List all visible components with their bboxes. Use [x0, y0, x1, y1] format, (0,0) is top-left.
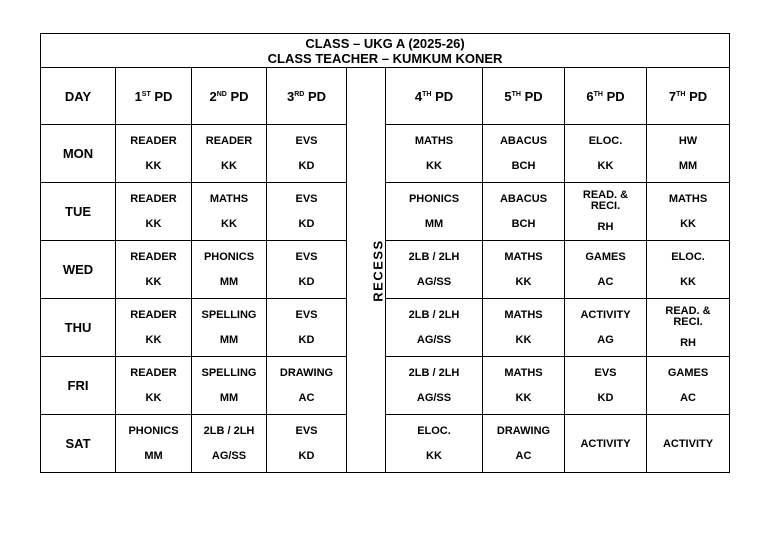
teacher-label: KK	[680, 218, 696, 230]
teacher-label: KK	[680, 276, 696, 288]
subject-label: ACTIVITY	[662, 437, 714, 450]
subject-label: READER	[130, 367, 177, 379]
subject-label: EVS	[295, 135, 318, 147]
teacher-label: RH	[597, 221, 614, 233]
period-cell	[267, 357, 347, 415]
teacher-label: KK	[221, 160, 237, 172]
table-title	[41, 34, 730, 68]
period-cell	[267, 183, 347, 241]
period-header-5: 5TH PD	[483, 68, 565, 125]
teacher-label: KD	[298, 334, 315, 346]
subject-label: READER	[130, 309, 177, 321]
period-header-4: 4TH PD	[386, 68, 483, 125]
subject-label: ACTIVITY	[580, 309, 631, 321]
period-cell	[386, 299, 483, 357]
teacher-label: BCH	[511, 160, 536, 172]
teacher-label: KK	[145, 160, 162, 172]
day-cell: THU	[41, 299, 116, 357]
period-header-3: 3RD PD	[267, 68, 347, 125]
period-cell	[565, 125, 647, 183]
teacher-label: AC	[597, 276, 614, 288]
teacher-label: MM	[678, 160, 698, 172]
period-cell	[267, 299, 347, 357]
period-cell	[386, 183, 483, 241]
period-cell	[565, 357, 647, 415]
teacher-label: KK	[426, 160, 442, 172]
teacher-label: KD	[597, 392, 614, 404]
subject-label: READER	[130, 193, 177, 205]
teacher-label: AG/SS	[211, 450, 247, 462]
teacher-label: AC	[298, 392, 315, 404]
period-cell	[386, 125, 483, 183]
period-cell	[116, 357, 192, 415]
subject-label: ELOC.	[417, 425, 451, 437]
subject-label: SPELLING	[201, 309, 257, 321]
teacher-label: AC	[680, 392, 696, 404]
period-header-2: 2ND PD	[192, 68, 267, 125]
teacher-label: KK	[145, 218, 162, 230]
subject-label: EVS	[295, 193, 318, 205]
period-cell	[483, 125, 565, 183]
day-header: DAY	[41, 68, 116, 125]
teacher-label: KK	[145, 392, 162, 404]
period-cell	[565, 299, 647, 357]
subject-label: GAMES	[585, 251, 626, 263]
subject-label: EVS	[594, 367, 617, 379]
subject-label: SPELLING	[201, 367, 257, 379]
period-cell	[116, 183, 192, 241]
teacher-label: KD	[298, 276, 315, 288]
period-cell	[192, 415, 267, 473]
teacher-label: RH	[680, 337, 696, 349]
teacher-label: AG/SS	[416, 276, 452, 288]
timetable	[40, 33, 730, 473]
period-header-7: 7TH PD	[647, 68, 730, 125]
period-cell	[116, 299, 192, 357]
period-cell	[647, 125, 730, 183]
subject-label: DRAWING	[279, 367, 334, 379]
teacher-label: MM	[144, 450, 163, 462]
subject-label: READ. & RECI.	[665, 305, 711, 328]
subject-label: GAMES	[667, 367, 709, 379]
period-cell	[483, 357, 565, 415]
period-cell	[483, 183, 565, 241]
subject-label: READER	[130, 135, 177, 147]
subject-label: READER	[205, 135, 253, 147]
subject-label: 2LB / 2LH	[408, 309, 460, 321]
teacher-label: AG	[597, 334, 614, 346]
subject-label: READER	[130, 251, 177, 263]
period-cell	[267, 415, 347, 473]
subject-label: MATHS	[668, 193, 708, 205]
subject-label: MATHS	[504, 309, 543, 321]
period-cell	[116, 125, 192, 183]
period-cell	[647, 357, 730, 415]
teacher-label: KD	[298, 160, 315, 172]
recess-label: RECESS	[370, 238, 386, 302]
subject-label: MATHS	[504, 251, 543, 263]
subject-label: MATHS	[414, 135, 454, 147]
subject-label: PHONICS	[408, 193, 460, 205]
teacher-label: BCH	[511, 218, 536, 230]
teacher-label: AC	[515, 450, 532, 462]
teacher-label: MM	[219, 392, 239, 404]
teacher-label: KK	[515, 334, 532, 346]
period-header-1: 1ST PD	[116, 68, 192, 125]
period-cell	[116, 415, 192, 473]
class-teacher-title: CLASS TEACHER – KUMKUM KONER	[267, 50, 503, 66]
period-cell	[483, 299, 565, 357]
subject-label: EVS	[295, 425, 318, 437]
class-title: CLASS – UKG A (2025-26)	[305, 35, 465, 51]
subject-label: HW	[678, 135, 698, 147]
day-cell: WED	[41, 241, 116, 299]
teacher-label: KD	[298, 218, 315, 230]
subject-label: ELOC.	[671, 251, 705, 263]
period-cell	[483, 415, 565, 473]
subject-label: ABACUS	[499, 135, 548, 147]
period-cell	[565, 241, 647, 299]
subject-label: 2LB / 2LH	[408, 251, 460, 263]
period-cell	[386, 357, 483, 415]
teacher-label: KK	[515, 392, 532, 404]
teacher-label: MM	[219, 276, 239, 288]
period-cell	[192, 183, 267, 241]
period-cell	[267, 241, 347, 299]
period-header-6: 6TH PD	[565, 68, 647, 125]
period-cell	[647, 241, 730, 299]
header-row	[41, 68, 730, 125]
teacher-label: KK	[145, 334, 162, 346]
teacher-label: AG/SS	[416, 334, 452, 346]
recess-column	[347, 68, 386, 473]
subject-label: EVS	[295, 251, 318, 263]
teacher-label: AG/SS	[416, 392, 452, 404]
subject-label: DRAWING	[496, 425, 551, 437]
period-cell	[565, 183, 647, 241]
period-cell	[647, 183, 730, 241]
day-cell: TUE	[41, 183, 116, 241]
period-cell	[192, 357, 267, 415]
period-cell	[267, 125, 347, 183]
teacher-label: KK	[145, 276, 162, 288]
period-cell	[565, 415, 647, 473]
period-cell	[116, 241, 192, 299]
subject-label: 2LB / 2LH	[408, 367, 460, 379]
teacher-label: KK	[597, 160, 614, 172]
period-cell	[192, 241, 267, 299]
subject-label: READ. & RECI.	[582, 189, 629, 212]
day-cell: SAT	[41, 415, 116, 473]
period-cell	[386, 241, 483, 299]
period-cell	[386, 415, 483, 473]
subject-label: ACTIVITY	[580, 437, 631, 450]
subject-label: ELOC.	[588, 135, 623, 147]
teacher-label: MM	[219, 334, 239, 346]
teacher-label: KK	[221, 218, 237, 230]
day-cell: MON	[41, 125, 116, 183]
teacher-label: MM	[424, 218, 444, 230]
period-cell	[192, 299, 267, 357]
subject-label: 2LB / 2LH	[203, 425, 255, 437]
subject-label: MATHS	[209, 193, 249, 205]
subject-label: ABACUS	[499, 193, 548, 205]
subject-label: MATHS	[504, 367, 543, 379]
subject-label: PHONICS	[128, 425, 179, 437]
teacher-label: KK	[515, 276, 532, 288]
teacher-label: KD	[298, 450, 315, 462]
subject-label: PHONICS	[203, 251, 255, 263]
day-cell: FRI	[41, 357, 116, 415]
period-cell	[483, 241, 565, 299]
period-cell	[647, 299, 730, 357]
period-cell	[647, 415, 730, 473]
period-cell	[192, 125, 267, 183]
subject-label: EVS	[295, 309, 318, 321]
teacher-label: KK	[426, 450, 442, 462]
